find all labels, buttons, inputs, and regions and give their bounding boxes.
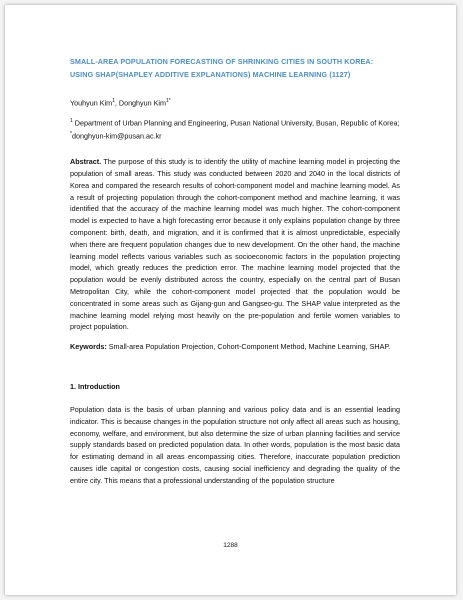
author-list xyxy=(70,96,400,108)
author-1-name: Youhyun Kim xyxy=(70,98,113,108)
corresponding-email: donghyun-kim@pusan.ac.kr xyxy=(71,131,162,141)
paper-title xyxy=(70,55,400,81)
page-content xyxy=(70,55,400,487)
document-page xyxy=(5,5,456,595)
abstract-label: Abstract. xyxy=(70,157,102,167)
affiliation-sup: 1 xyxy=(70,118,73,125)
keywords-text: Small-area Population Projection, Cohort-Component Method, Machine Learning, SHAP. xyxy=(106,342,391,352)
introduction-paragraph: Population data is the basis of urban planning and various policy data and is an essential leading indicator. This is because changes in the population structure not only affect all areas such as housing, economy, welfare, and environment, but also determine the size of urban planning facilities and service supply standards based on predicted population data. In other words, population is the most basic data for estimating demand in all areas encompassing cities. Therefore, inaccurate population prediction causes idle capital or congestion costs, causing social inefficiency and degrading the quality of the entire city. This means that a professional understanding of the population structure xyxy=(70,404,400,485)
affiliation xyxy=(70,116,400,141)
author-2-sup: 1* xyxy=(166,98,171,104)
keywords xyxy=(70,341,400,353)
keywords-label: Keywords: xyxy=(70,342,107,352)
author-1-sup: 1 xyxy=(112,98,115,104)
author-separator: , xyxy=(114,98,119,108)
section-heading-introduction: 1. Introduction xyxy=(70,381,120,391)
abstract-text: The purpose of this study is to identify the utility of machine learning model in projecting the population of small areas. This study was conducted between 2020 and 2040 in the local districts of Korea and compared the research results of cohort-component model and machine learning model. As a result of projecting population through the cohort-component method and machine learning, it was identified that the accuracy of the machine learning model was much higher. The cohort-component model is expected to have a high forecasting error because it only explains population change by three component: birth, death, and migration, and it is confirmed that it is almost unpredictable, especially when there are frequent population changes due to new development. On the other hand, the machine learning model reflects various variables such as socioeconomic factors in the population projecting model, which greatly reduces the prediction error. The machine learning model projected that the population would be evenly distributed across the country, especially on the central part of Busan Metropolitan City, while the cohort-component model projected that the population would be concentrated in some areas such as Gijang-gun and Gangseo-gu. The SHAP value interpreted as the machine learning model relying most heavily on the pre-population and fertile women variables to project population. xyxy=(70,157,400,332)
author-2-name: Donghyun Kim xyxy=(118,98,167,108)
page-number: 1288 xyxy=(223,542,238,549)
email-sup: * xyxy=(70,130,72,137)
title-line-2: USING SHAP(SHAPLEY ADDITIVE EXPLANATIONS) MACHINE LEARNING (1127) xyxy=(70,70,351,79)
abstract xyxy=(70,156,400,333)
affiliation-text: Department of Urban Planning and Engineering, Pusan National University, Busan, Republic of Korea; xyxy=(72,118,400,128)
title-line-1: SMALL-AREA POPULATION FORECASTING OF SHRINKING CITIES IN SOUTH KOREA: xyxy=(70,57,374,66)
